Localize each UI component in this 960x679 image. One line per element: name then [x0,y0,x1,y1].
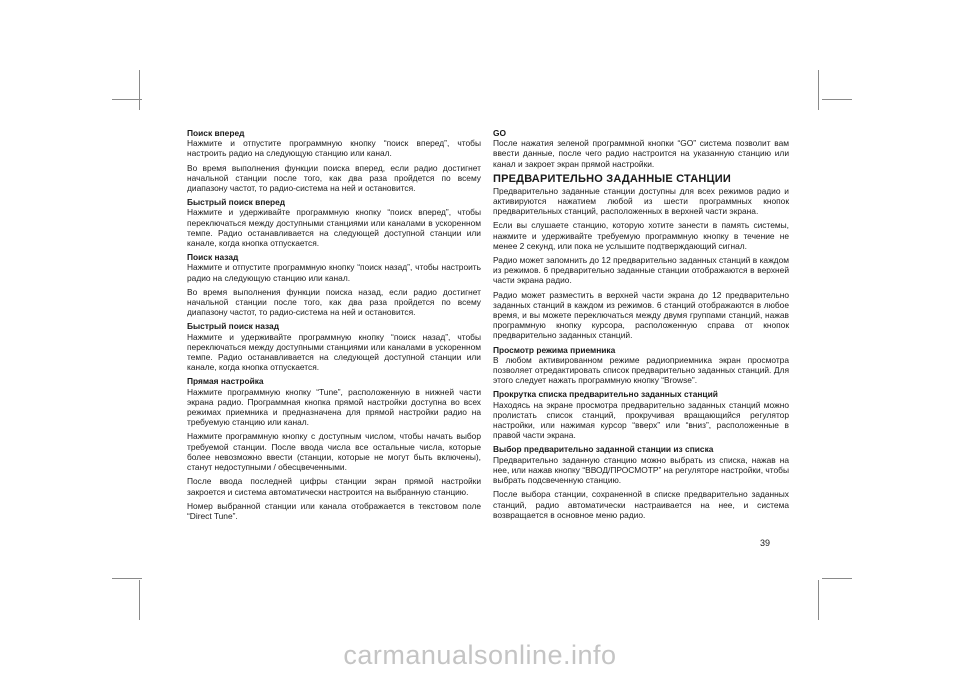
section-heading: Выбор предварительно заданной станции из списка [493,444,714,455]
section-heading: Просмотр режима приемника [493,344,616,355]
section-title: ПРЕДВАРИТЕЛЬНО ЗАДАННЫЕ СТАНЦИИ [493,172,731,185]
paragraph: После выбора станции, сохраненной в списке предварительно заданных станций, радио автоматически настраивается на нее, и система возвращается в основное меню радио. [493,489,789,520]
crop-mark [112,578,142,579]
section-heading: Быстрый поиск вперед [187,197,286,208]
paragraph: Нажмите и отпустите программную кнопку “поиск вперед”, чтобы настроить радио на следующую станцию или канал. [187,138,481,159]
right-column [493,128,789,524]
paragraph: Радио может запомнить до 12 предварительно заданных станций в каждом из режимов. 6 предварительно заданные станции отображаются в верхней части экрана радио. [493,255,789,286]
section-heading: Поиск назад [187,252,239,263]
paragraph: Нажмите программную кнопку “Tune”, расположенную в нижней части экрана радио. Программная кнопка прямой настройки доступна во всех режимах приемника и предназначена для прямой настройки радио на требуемую станцию или канал. [187,386,481,428]
paragraph: После ввода последней цифры станции экран прямой настройки закроется и система автоматически настроится на выбранную станцию. [187,476,481,497]
paragraph: В любом активированном режиме радиоприемника экран просмотра позволяет отредактировать список предварительно заданных станций. Для этого следует нажать программную кнопку “Browse”. [493,354,789,386]
paragraph: Если вы слушаете станцию, которую хотите занести в память системы, нажмите и удерживайте требуемую программную кнопку в течение не менее 2 секунд, или пока не услышите подтверждающий сигнал. [493,220,789,251]
section-heading: GO [493,128,507,138]
crop-mark [822,99,852,100]
section-heading: Прокрутка списка предварительно заданных станций [493,389,718,400]
paragraph: Во время выполнения функции поиска назад, если радио достигнет начальной станции после того, как два раза пройдется по всему диапазону частот, то радио-система на ней и остановится. [187,286,481,318]
paragraph: Предварительно заданную станцию можно выбрать из списка, нажав на нее, или нажав кнопку “ВВОД/ПРОСМОТР” на регуляторе настройки, чтобы выбрать подсвеченную станцию. [493,454,789,486]
paragraph: Предварительно заданные станции доступны для всех режимов радио и активируются нажатием любой из шести программных кнопок предварительных станций, расположенных в верхней части экрана. [493,185,789,217]
section-heading: Прямая настройка [187,376,264,387]
crop-mark [139,580,140,620]
crop-mark [818,580,819,620]
left-column [187,128,481,525]
page-number: 39 [760,538,771,548]
section-heading: Быстрый поиск назад [187,321,280,332]
crop-mark [112,99,142,100]
paragraph: После нажатия зеленой программной кнопки “GO” система позволит вам ввести данные, после чего радио настроится на указанную станцию или канал и закроет экран прямой настройки. [493,138,789,169]
paragraph: Нажмите и отпустите программную кнопку “поиск назад”, чтобы настроить радио на следующую станцию или канал. [187,262,481,283]
section-heading: Поиск вперед [187,128,245,138]
crop-mark [818,70,819,110]
paragraph: Находясь на экране просмотра предварительно заданных станций можно пролистать список станций, прокручивая вращающийся регулятор настройки, или нажимая курсор “вверх” или “вниз”, расположенные в правой части экрана. [493,399,789,441]
crop-mark [139,70,140,110]
paragraph: Нажмите и удерживайте программную кнопку “поиск вперед”, чтобы переключаться между доступными станциями или каналами в ускоренном темпе. Радио останавливается на следующей доступной станции или канале, когда кнопка отпускается. [187,207,481,249]
paragraph: Во время выполнения функции поиска вперед, если радио достигнет начальной станции после того, как два раза пройдется по всему диапазону частот, то радио-система на ней и остановится. [187,162,481,194]
paragraph: Нажмите программную кнопку с доступным числом, чтобы начать выбор требуемой станции. После ввода числа все остальные числа, которые более невозможно ввести (станции, которые не могут быть включены), станут недоступными / обесцвеченными. [187,431,481,473]
watermark: carmanualsonline.info [343,640,617,670]
paragraph: Номер выбранной станции или канала отображается в текстовом поле “Direct Tune”. [187,500,481,521]
crop-mark [822,578,852,579]
paragraph: Радио может разместить в верхней части экрана до 12 предварительно заданных станций в каждом из режимов. 6 станций отображаются в любое время, и вы можете переключаться между двумя группами станций, нажав программную кнопку курсора, расположенную справа от кнопок предварительно заданных станций. [493,289,789,341]
paragraph: Нажмите и удерживайте программную кнопку “поиск назад”, чтобы переключаться между доступными станциями или каналами в ускоренном темпе. Радио останавливается на следующей доступной станции или канале, когда кнопка отпускается. [187,331,481,373]
